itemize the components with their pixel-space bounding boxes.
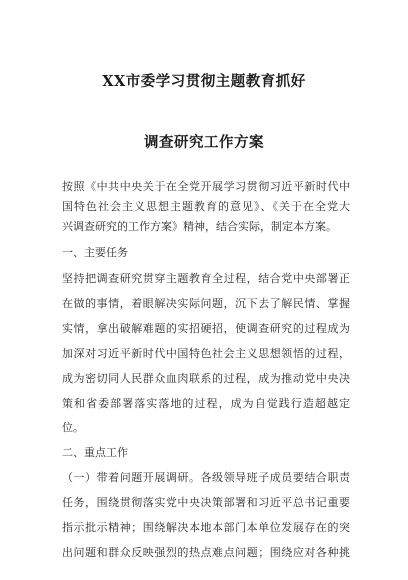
body-line: 位。 <box>62 421 84 434</box>
body-line: 任务，围绕贯彻落实党中央决策部署和习近平总书记重要 <box>62 496 350 509</box>
body-line: 按照《中共中央关于在全党开展学习贯彻习近平新时代中 <box>62 180 350 193</box>
body-line: 加深对习近平新时代中国特色社会主义思想领悟的过程， <box>62 347 350 360</box>
body-line: 兴调查研究的工作方案》精神，结合实际，制定本方案。 <box>62 220 337 233</box>
body-line: 在做的事情，着眼解决实际问题，沉下去了解民情、掌握 <box>62 297 350 310</box>
body-line: 出问题和群众反映强烈的热点难点问题；围绕应对各种挑 <box>62 546 350 559</box>
body-line: 成为密切同人民群众血肉联系的过程，成为推动党中央决 <box>62 372 350 385</box>
body-line: 实情，拿出破解难题的实招硬招，使调查研究的过程成为 <box>62 322 350 335</box>
body-line: 策和省委部署落实落地的过程，成为自觉践行造超越定 <box>62 397 350 410</box>
section-heading: 二、重点工作 <box>62 446 128 459</box>
document-title-line-1: XX市委学习贯彻主题教育抓好 <box>102 73 306 90</box>
body-line: 国特色社会主义思想主题教育的意见》、《关于在全党大 <box>62 200 350 213</box>
document-title-line-2: 调查研究工作方案 <box>144 134 264 151</box>
body-line: （一）带着问题开展调研。各级领导班子成员要结合职责 <box>62 471 350 484</box>
body-line: 指示批示精神；围绕解决本地本部门本单位发展存在的突 <box>62 521 350 534</box>
section-heading: 一、主要任务 <box>62 246 128 259</box>
body-line: 坚持把调查研究贯穿主题教育全过程，结合党中央部署正 <box>62 272 350 285</box>
